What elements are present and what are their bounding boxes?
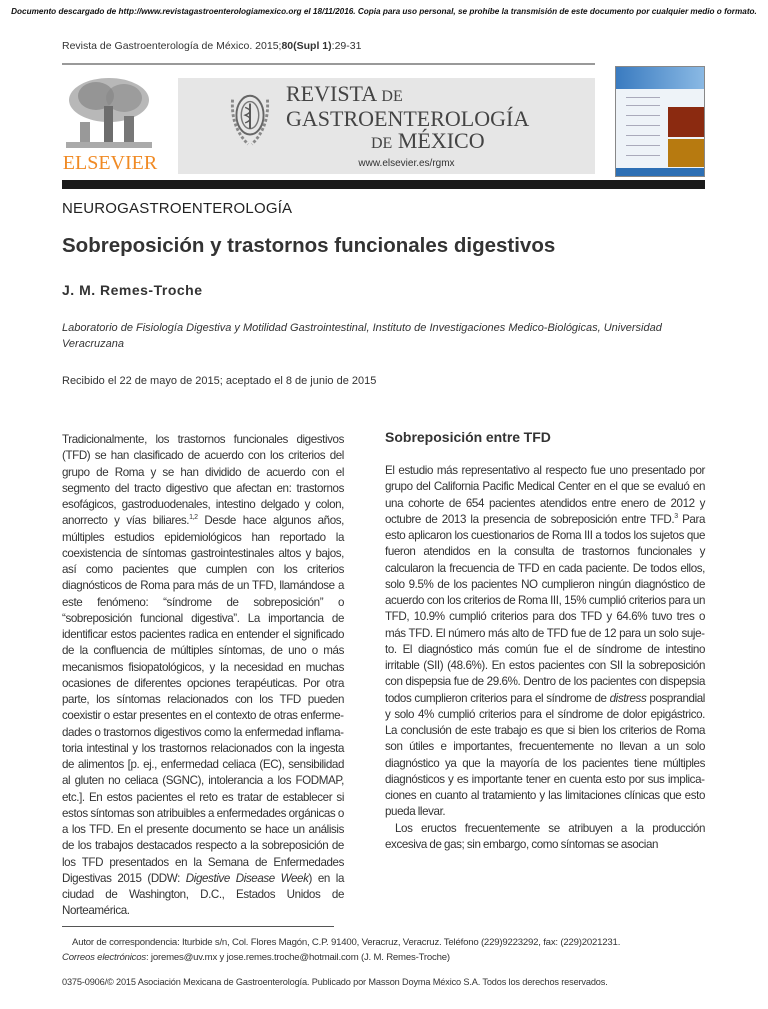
email-text[interactable]: : joremes@uv.mx y jose.remes.troche@hotmail.com (J. M. Remes-Troche) <box>145 952 450 963</box>
journal-citation <box>62 40 361 52</box>
emails <box>62 950 712 966</box>
journal-title <box>286 83 529 155</box>
text-italic: distress <box>609 691 647 705</box>
received-dates: Recibido el 22 de mayo de 2015; aceptado el 8 de junio de 2015 <box>62 375 377 387</box>
columns <box>62 428 705 920</box>
journal-title-line1: REVISTA <box>286 81 376 106</box>
download-notice: Documento descargado de http://www.revistagastroenterologiamexico.org el 18/11/2016. Copia para uso personal, se prohíbe la transmisión de este documento por cualquier medio o formato. <box>11 7 757 16</box>
paragraph <box>385 463 705 821</box>
journal-banner <box>178 78 595 174</box>
header-rule <box>62 63 595 65</box>
section-label: NEUROGASTROENTEROLOGÍA <box>62 200 293 217</box>
journal-title-de: DE <box>381 88 403 105</box>
text: Para esto aplicaron los cuestionarios de Roma III a todos los sujetos que fueron atendidos en la consulta de trastornos funcionales y calcularon la frecuencia de TFD en cada paciente. De todos ellos, solo 9.5% de los pacientes NO cumplieron ningún diagnóstico de acuerdo con los criterios de Roma III, 15% cumplió criterios para un TFD, 10.9% cumplió criterios para dos TFD y 64.6% tuvo tres o más TFD. El número más alto de TFD fue de 12 para un solo sujeto. El diagnóstico más común fue el de síndrome de intestino irritable (SII) (48.6%). En estos pacientes con SII la sobreposición con dispepsia fue de 29.6%. Dentro de los pacientes con dispepsia todos cumplieron criterios para el síndrome de <box>385 512 705 705</box>
footnote <box>62 935 712 966</box>
email-label: Correos electrónicos <box>62 952 146 963</box>
journal-cover-thumbnail <box>615 66 705 177</box>
article-title: Sobreposición y trastornos funcionales digestivos <box>62 234 556 257</box>
journal-title-line3: MÉXICO <box>397 128 485 153</box>
article-author: J. M. Remes-Troche <box>62 282 203 298</box>
header-bar <box>62 180 705 189</box>
correspondence: Autor de correspondencia: Iturbide s/n, Col. Flores Magón, C.P. 91400, Veracruz, Veracruz. Teléfono (229)9223292, fax: (229)2021231. <box>72 936 621 948</box>
right-column <box>385 428 705 920</box>
text: Tradicionalmente, los trastornos funcionales digestivos (TFD) se han clasificado de acuerdo con los criterios del grupo de Roma y se han dividido de acuerdo con el segmento del tracto digestivo que afectan en: trastornos esofágicos, gastroduodenales, intestino delgado y colon, anorrecto y vías biliares. <box>62 433 344 528</box>
journal-title-line2: GASTROENTEROLOGÍA <box>286 106 530 131</box>
text: Desde hace algunos años, múltiples estudios epidemiológicos han reportado la coexistencia de síntomas gastrointestinales altos y bajos, así como pacientes que cumplen con los criterios diagnósticos de Roma para más de un TFD, llamándose a este fenómeno: “síndrome de sobreposición” o “sobreposición funcional digestiva”. La importancia de identificar estos pacientes radica en entender el significado de la confluencia de múltiples síntomas, de uno o más mecanismos fisiopatológicos, y la necesidad en muchas ocasiones de diferentes opciones terapéuticas. Por otra parte, los síntomas relacionados con los TFD pueden coexistir o estar presentes en el contexto de otras enfermedades o trastornos digestivos como la enfermedad inflamatoria intestinal y los trastornos relacionados con la ingesta de alimentos [p. ej., enfermedad celiaca (EC), sensibilidad al gluten no celiaca (SGNC), intolerancia a los FODMAP, etc.]. En estos pacientes el reto es tratar de establecer si estos síntomas son atribuibles a enfermedades orgánicas o a los TFD. En el presente documento se hace un análisis de los trabajos destacados respecto a la sobreposición de los TFD presentados en la Semana de Enfermedades Digestivas 2015 (DDW: <box>62 514 344 885</box>
footnote-rule <box>62 926 334 927</box>
citation-pages: :29-31 <box>331 40 362 52</box>
copyright: 0375-0906/© 2015 Asociación Mexicana de Gastroenterología. Publicado por Masson Doyma México S.A. Todos los derechos reservados. <box>62 976 608 987</box>
reference[interactable]: 1,2 <box>189 514 198 522</box>
left-column <box>62 428 344 920</box>
reference[interactable]: 3 <box>674 512 678 520</box>
text: ) en la ciudad de Washington, D.C., Estados Unidos de Norteamérica. <box>62 871 344 918</box>
elsevier-logo <box>62 76 158 174</box>
tree-icon <box>66 76 152 148</box>
text: El estudio más representativo al respecto fue uno presentado por grupo del California Pacific Medical Center en el que se evaluó en una cohorte de 654 pacientes atendidos entre enero de 2012 y octubre de 2013 la presencia de sobreposición entre TFD. <box>385 464 705 526</box>
text-italic: Digestive Disease Week <box>185 871 309 885</box>
journal-url[interactable]: www.elsevier.es/rgmx <box>358 158 455 169</box>
citation-volume: 80(Supl 1) <box>281 40 332 52</box>
article-body <box>62 428 705 1009</box>
paragraph: Los eructos frecuentemente se atribuyen a la producción excesiva de gas; sin embargo, como síntomas se asocian <box>385 821 705 851</box>
elsevier-wordmark: ELSEVIER <box>62 152 158 174</box>
author-affiliation: Laboratorio de Fisiología Digestiva y Motilidad Gastrointestinal, Instituto de Investigaciones Medico-Biológicas, Universidad Veracruzana <box>62 322 662 350</box>
text: posprandial y solo 4% cumplió criterios para el síndrome de dolor epigástrico. La conclusión de este trabajo es que si bien los criterios de Roma son útiles e importantes, frecuentemente no llevan a un solo diagnóstico ya que la mayoría de los pacientes tiene múltiples diagnósticos y es importante tener en cuenta esto por sus implicaciones en cuanto al tratamiento y las limitaciones clínicas que esto pueda llevar. <box>385 691 705 819</box>
journal-title-de2: DE <box>371 135 393 152</box>
paragraph <box>62 432 344 920</box>
section-heading: Sobreposición entre TFD <box>385 429 551 445</box>
journal-seal-icon <box>228 88 272 150</box>
citation-journal: Revista de Gastroenterología de México. 2015; <box>62 40 282 52</box>
